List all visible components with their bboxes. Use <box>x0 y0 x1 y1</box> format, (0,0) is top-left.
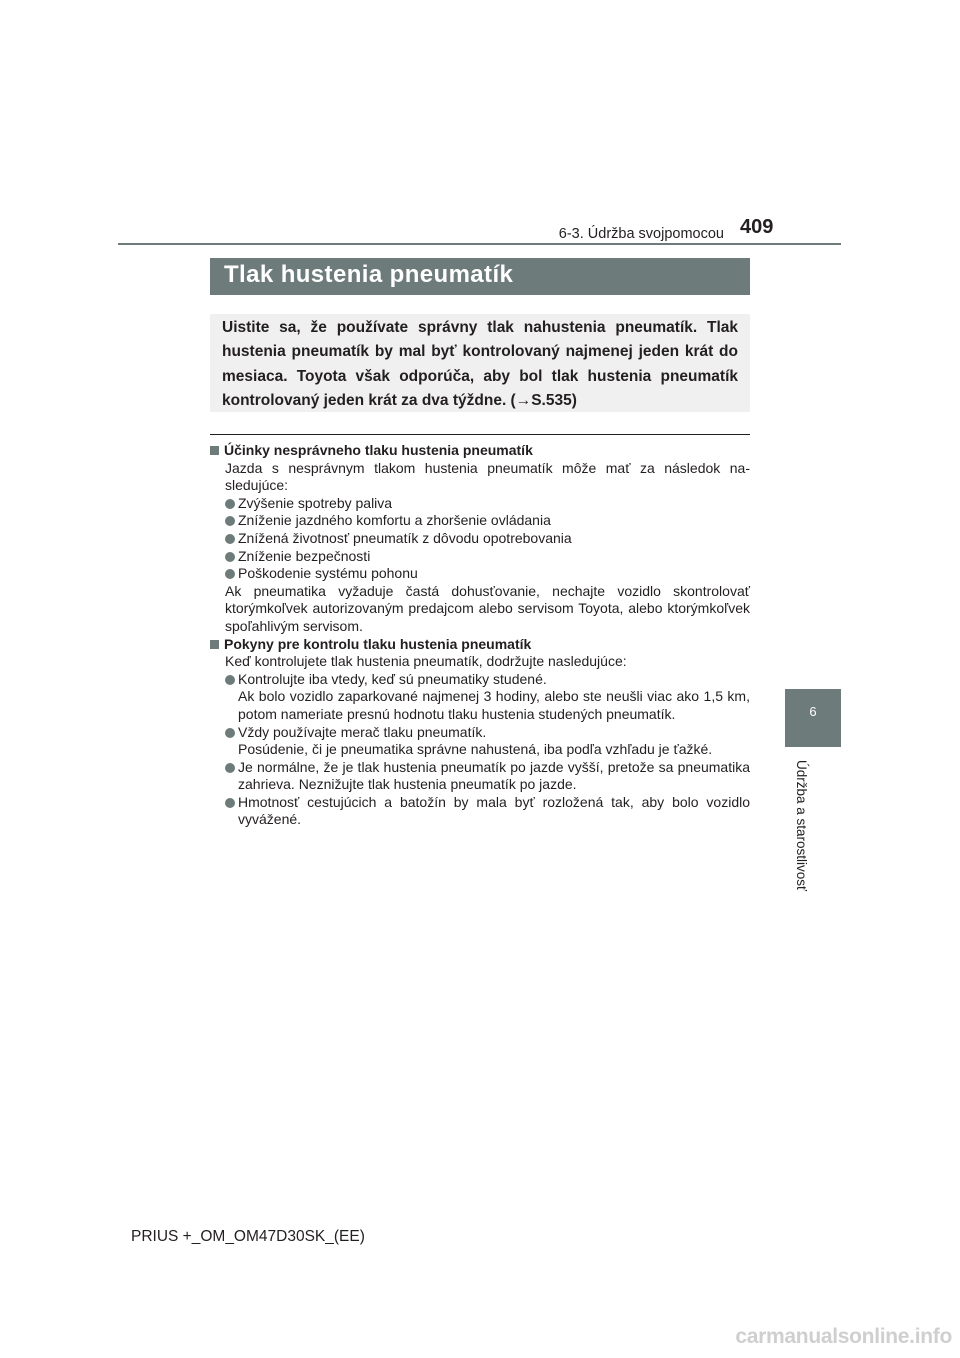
bullet-dot-icon <box>225 552 235 562</box>
list-item <box>210 759 750 794</box>
header-rule <box>118 243 841 245</box>
list-item <box>210 495 750 513</box>
watermark: carmanualsonline.info <box>735 1325 952 1348</box>
page-title: Tlak hustenia pneumatík <box>224 261 514 288</box>
section-intro: Keď kontrolujete tlak hustenia pneumatík, dodržujte nasledujúce: <box>225 653 627 670</box>
bullet-list <box>210 671 750 829</box>
bullet-dot-icon <box>225 763 235 773</box>
section-heading <box>210 442 750 460</box>
list-item <box>210 565 750 583</box>
bullet-text: Kontrolujte iba vtedy, keď sú pneumatiky studené. <box>238 670 547 687</box>
intro-text: Uistite sa, že používate správny tlak nahustenia pneumatík. Tlak hustenia pneumatík by mal byť kontrolovaný najmenej jeden krát do mesiaca. Toyota však odporúča, aby bol tlak hustenia pneumatík kontrolovaný jeden krát za dva týždne. (→S.535) <box>222 319 738 410</box>
square-bullet-icon <box>210 446 219 455</box>
content <box>210 442 750 829</box>
list-item <box>210 512 750 530</box>
bullet-text: Zníženie jazdného komfortu a zhoršenie ovládania <box>238 512 551 529</box>
list-item <box>210 794 750 829</box>
section-heading <box>210 636 750 654</box>
bullet-subtext: Posúdenie, či je pneumatika správne nahustená, iba podľa vzhľadu je ťažké. <box>238 741 713 758</box>
section-intro: Jazda s nesprávnym tlakom hustenia pneumatík môže mať za následok nasledujúce: <box>225 459 750 494</box>
list-item <box>210 671 750 724</box>
chapter-title: Údržba a starostlivosť <box>794 760 809 892</box>
section-effects <box>210 442 750 636</box>
bullet-dot-icon <box>225 798 235 808</box>
square-bullet-icon <box>210 640 219 649</box>
section-divider <box>210 434 750 435</box>
section-title: 6-3. Údržba svojpomocou <box>558 226 724 242</box>
chapter-tab <box>785 689 841 747</box>
bullet-dot-icon <box>225 499 235 509</box>
bullet-text: Vždy používajte merač tlaku pneumatík. <box>238 723 487 740</box>
list-item <box>210 724 750 759</box>
list-item <box>210 548 750 566</box>
list-item <box>210 530 750 548</box>
section-outro: Ak pneumatika vyžaduje častá dohusťovanie, nechajte vozidlo skontrolovať ktorýmkoľvek autorizovaným predajcom alebo servisom Toyota, alebo ktorýmkoľvek spoľahlivým servisom. <box>225 582 750 634</box>
bullet-text: Zníženie bezpečnosti <box>238 547 371 564</box>
bullet-dot-icon <box>225 728 235 738</box>
section-heading-text: Pokyny pre kontrolu tlaku hustenia pneumatík <box>224 635 532 652</box>
bullet-dot-icon <box>225 675 235 685</box>
bullet-subtext: Ak bolo vozidlo zaparkované najmenej 3 hodiny, alebo ste neušli viac ako 1,5 km, potom nameriate presnú hodnotu tlaku hustenia studených pneumatík. <box>238 688 750 722</box>
intro-box <box>210 314 750 412</box>
bullet-dot-icon <box>225 516 235 526</box>
bullet-text: Zvýšenie spotreby paliva <box>238 494 393 511</box>
section-heading-text: Účinky nesprávneho tlaku hustenia pneumatík <box>224 442 533 458</box>
bullet-dot-icon <box>225 534 235 544</box>
bullet-list <box>210 495 750 583</box>
title-bar <box>210 258 750 295</box>
bullet-text: Hmotnosť cestujúcich a batožín by mala byť rozložená tak, aby bolo vozidlo vyvážené. <box>238 793 750 828</box>
section-instructions <box>210 636 750 830</box>
bullet-dot-icon <box>225 569 235 579</box>
bullet-text: Poškodenie systému pohonu <box>238 565 418 582</box>
chapter-number: 6 <box>809 704 817 719</box>
bullet-text: Je normálne, že je tlak hustenia pneumatík po jazde vyšší, pretože sa pneumatika zahrieva. Neznižujte tlak hustenia pneumatík po jazde. <box>238 758 750 793</box>
footer-doc-code: PRIUS +_OM_OM47D30SK_(EE) <box>131 1228 365 1245</box>
bullet-text: Znížená životnosť pneumatík z dôvodu opotrebovania <box>238 529 572 546</box>
page-number: 409 <box>740 216 774 238</box>
